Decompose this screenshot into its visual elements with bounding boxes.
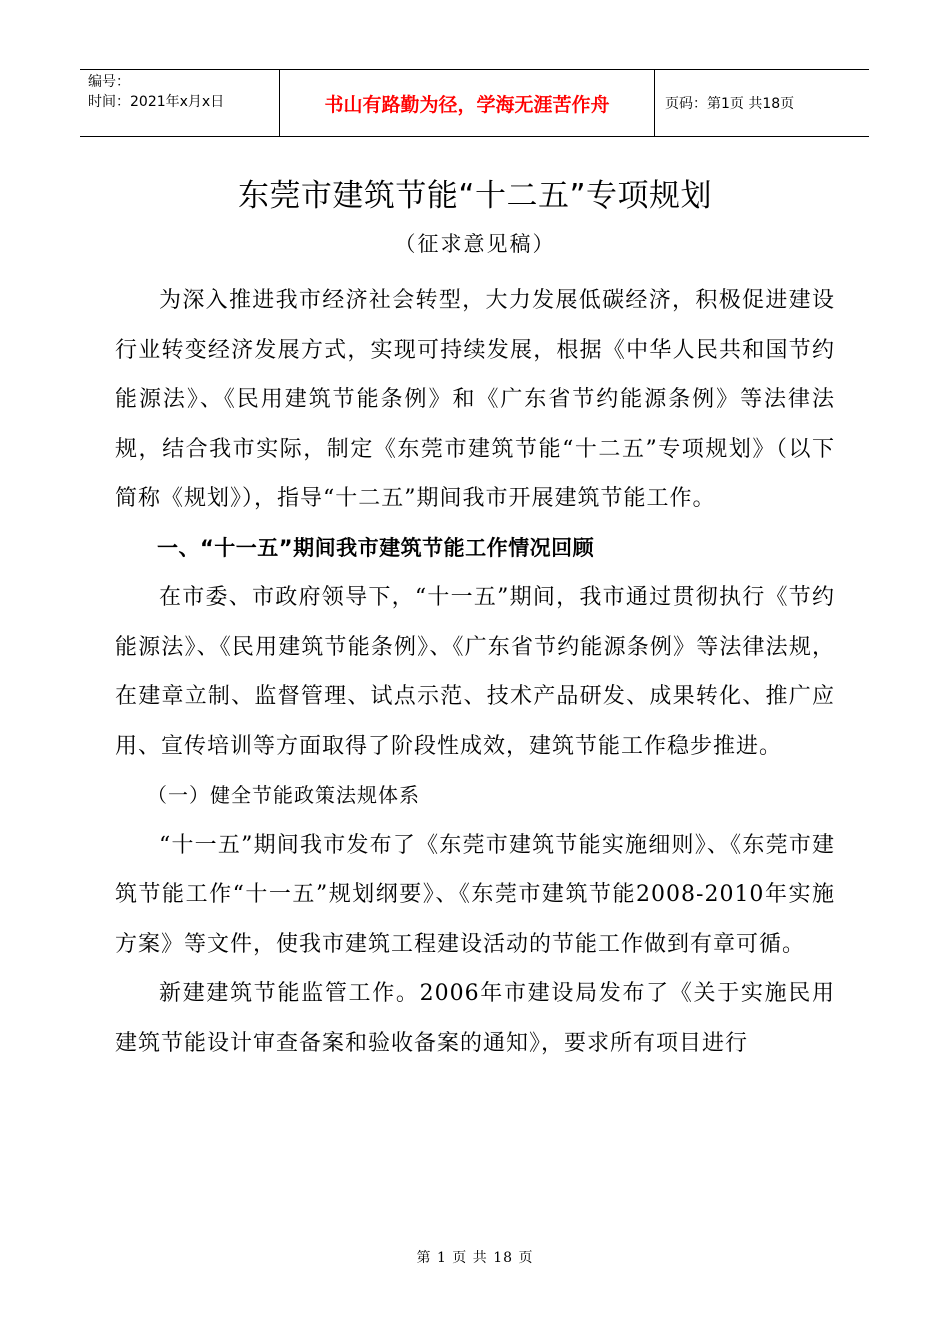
header-page-code: 页码：第1页 共18页 [665, 96, 795, 112]
subsection-heading: （一）健全节能政策法规体系 [147, 783, 420, 807]
body-paragraph: “十一五”期间我市发布了《东莞市建筑节能实施细则》、《东莞市建筑节能工作“十一五”规划纲要》、《东莞市建筑节能2008-2010年实施方案》等文件，使我市建筑工程建设活动的节能工作做到有章可循。 [115, 832, 835, 957]
date-label: 时间：2021年x月x日 [88, 94, 225, 110]
document-header-table [80, 69, 869, 137]
header-motto: 书山有路勤为径，学海无涯苦作舟 [280, 70, 655, 136]
serial-number-label: 编号： [88, 74, 130, 90]
document-title: 东莞市建筑节能“十二五”专项规划 [237, 178, 713, 214]
body-paragraph: 新建建筑节能监管工作。2006年市建设局发布了《关于实施民用建筑节能设计审查备案和验收备案的通知》，要求所有项目进行 [115, 981, 835, 1056]
document-subtitle: （征求意见稿） [394, 232, 556, 256]
intro-paragraph: 为深入推进我市经济社会转型，大力发展低碳经济，积极促进建设行业转变经济发展方式，实现可持续发展，根据《中华人民共和国节约能源法》、《民用建筑节能条例》和《广东省节约能源条例》等法律法规，结合我市实际，制定《东莞市建筑节能“十二五”专项规划》（以下简称《规划》），指导“十二五”期间我市开展建筑节能工作。 [115, 288, 835, 511]
section-heading: 一、“十一五”期间我市建筑节能工作情况回顾 [157, 535, 595, 560]
body-paragraph: 在市委、市政府领导下，“十一五”期间，我市通过贯彻执行《节约能源法》、《民用建筑节能条例》、《广东省节约能源条例》等法律法规，在建章立制、监督管理、试点示范、技术产品研发、成果转化、推广应用、宣传培训等方面取得了阶段性成效，建筑节能工作稳步推进。 [115, 585, 835, 759]
document-body [115, 276, 835, 1068]
header-meta-cell [80, 70, 280, 136]
page-footer: 第 1 页 共 18 页 [416, 1250, 534, 1266]
